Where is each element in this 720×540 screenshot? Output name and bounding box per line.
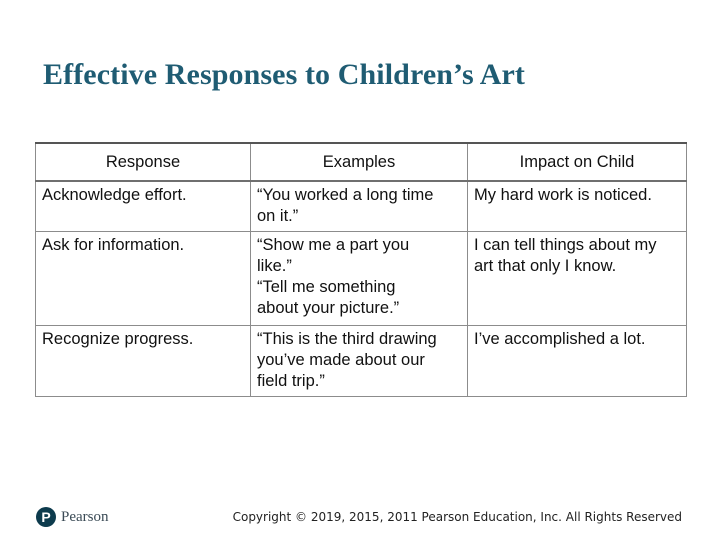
example-line: like.” (257, 257, 292, 275)
example-line: “Show me a part you (257, 236, 410, 254)
example-line: “You worked a long time (257, 186, 434, 204)
response-cell: Ask for information. (36, 232, 251, 326)
pearson-logo (36, 507, 109, 527)
impact-line: art that only I know. (474, 257, 617, 275)
impact-cell (468, 232, 687, 326)
example-line: on it.” (257, 207, 299, 225)
copyright-notice: Copyright © 2019, 2015, 2011 Pearson Education, Inc. All Rights Reserved (232, 510, 682, 524)
table-row (36, 232, 687, 326)
header-examples: Examples (251, 143, 468, 181)
impact-cell (468, 181, 687, 232)
examples-cell (251, 232, 468, 326)
pearson-wordmark: Pearson (61, 508, 109, 525)
examples-cell (251, 326, 468, 397)
examples-cell (251, 181, 468, 232)
response-cell: Recognize progress. (36, 326, 251, 397)
response-cell: Acknowledge effort. (36, 181, 251, 232)
example-line: “This is the third drawing (257, 330, 437, 348)
impact-line: I can tell things about my (474, 236, 657, 254)
header-impact: Impact on Child (468, 143, 687, 181)
table-row (36, 326, 687, 397)
example-line: field trip.” (257, 372, 325, 390)
impact-line: I’ve accomplished a lot. (474, 330, 646, 348)
table-row (36, 181, 687, 232)
impact-cell (468, 326, 687, 397)
responses-table (35, 142, 687, 397)
pearson-p-icon: P (36, 507, 56, 527)
slide-title: Effective Responses to Children’s Art (43, 58, 525, 91)
example-line: “Tell me something (257, 278, 396, 296)
header-response: Response (36, 143, 251, 181)
impact-line: My hard work is noticed. (474, 186, 652, 204)
example-line: about your picture.” (257, 299, 400, 317)
table-header-row (36, 143, 687, 181)
example-line: you’ve made about our (257, 351, 425, 369)
